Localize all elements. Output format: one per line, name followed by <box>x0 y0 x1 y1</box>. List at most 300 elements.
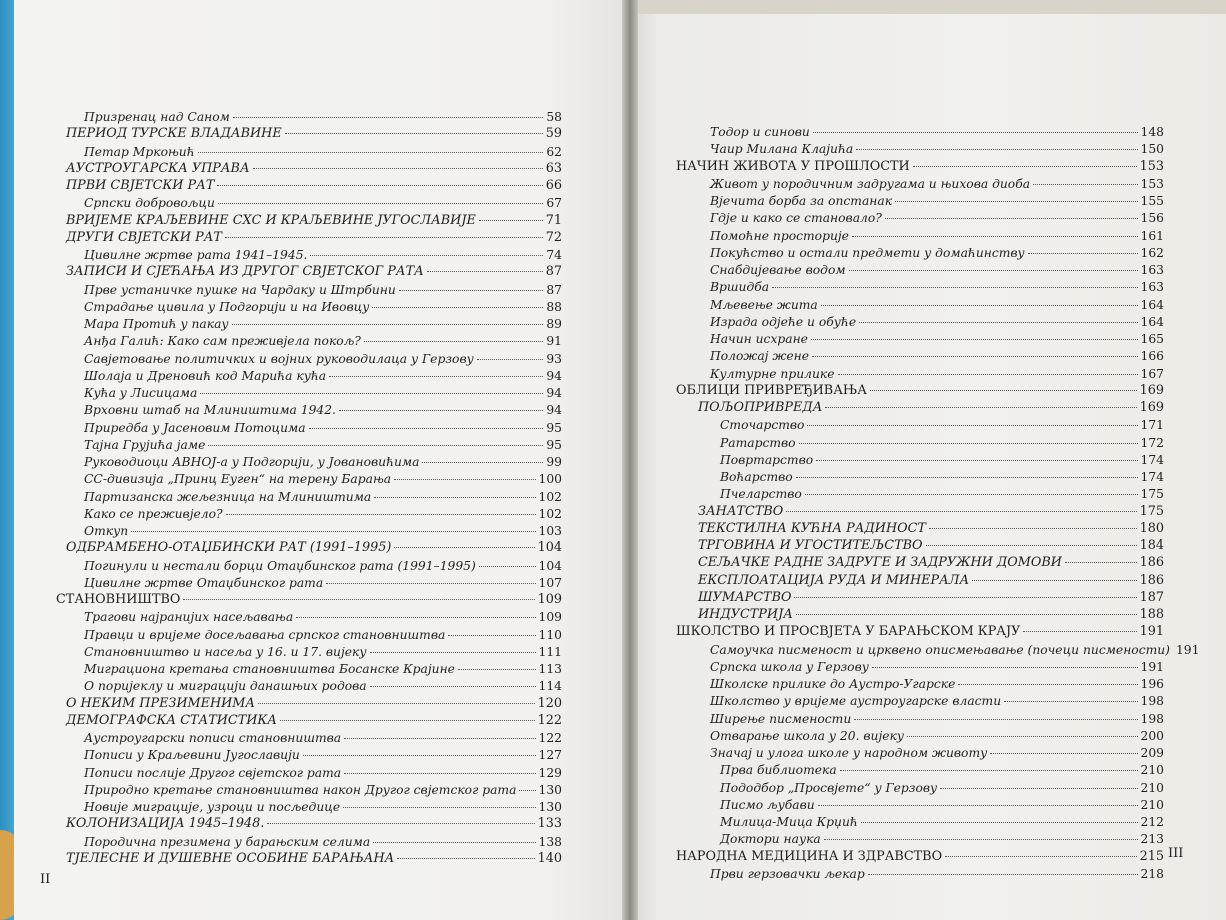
toc-leader-dots <box>477 359 544 360</box>
toc-page-number: 109 <box>537 592 562 607</box>
toc-entry-title: Српска школа у Герзову <box>710 659 869 674</box>
toc-entry <box>720 781 1164 795</box>
toc-leader-dots <box>309 428 544 429</box>
toc-page-number: 94 <box>546 403 562 418</box>
toc-page-number: 58 <box>546 110 562 124</box>
toc-page-number: 213 <box>1140 832 1164 847</box>
toc-page-number: 88 <box>546 299 562 314</box>
toc-entry-title: Партизанска жељезница на Млиништима <box>84 489 372 504</box>
toc-entry-title: Тајна Грујића јаме <box>84 437 206 452</box>
toc-entry <box>698 539 1164 553</box>
toc-entry <box>84 352 562 366</box>
toc-leader-dots <box>840 770 1138 771</box>
toc-page-number: 113 <box>538 662 562 676</box>
toc-entry <box>66 231 562 245</box>
toc-leader-dots <box>343 807 535 808</box>
toc-entry <box>84 472 562 486</box>
toc-entry <box>710 694 1164 708</box>
toc-entry <box>710 712 1164 726</box>
toc-leader-dots <box>258 703 534 704</box>
toc-page-number: 110 <box>538 627 562 642</box>
toc-entry-title: Доктори наука <box>720 832 821 847</box>
toc-leader-dots <box>370 686 536 687</box>
toc-page-number: 164 <box>1140 297 1164 312</box>
toc-entry-title: ОДБРАМБЕНО-ОТАЏБИНСКИ РАТ (1991–1995) <box>66 540 392 556</box>
toc-page-number: 200 <box>1140 728 1164 743</box>
toc-leader-dots <box>872 667 1138 668</box>
toc-page-number: 87 <box>546 282 562 297</box>
toc-entry <box>720 453 1164 467</box>
toc-page-number: 218 <box>1140 866 1164 881</box>
toc-leader-dots <box>929 528 1137 529</box>
toc-leader-dots <box>805 494 1138 495</box>
toc-leader-dots <box>1023 631 1136 632</box>
toc-entry-title: Пододбор „Просвјете“ у Герзову <box>720 780 938 795</box>
toc-leader-dots <box>218 203 543 204</box>
toc-leader-dots <box>344 738 535 739</box>
toc-leader-dots <box>208 445 543 446</box>
toc-entry-title: Правци и вријеме досељавања српског становништва <box>84 627 446 642</box>
toc-entry <box>710 349 1164 363</box>
toc-page-number: 100 <box>538 472 562 487</box>
toc-page-number: 175 <box>1139 503 1164 519</box>
toc-entry-title: ШКОЛСТВО И ПРОСВЈЕТА У БАРАЊСКОМ КРАЈУ <box>676 624 1021 640</box>
toc-entry-title: Повртарство <box>720 452 814 467</box>
toc-page-number: 210 <box>1140 797 1164 812</box>
toc-entry <box>84 455 562 469</box>
toc-page-number: 163 <box>1140 263 1164 277</box>
toc-page-number: 165 <box>1140 332 1164 346</box>
toc-entry-title: Шолаја и Дреновић код Марића кућа <box>84 368 327 383</box>
toc-entry-title: Трагови најранијих насељавања <box>84 610 294 625</box>
toc-entry-title: Ширење писмености <box>710 711 852 726</box>
toc-entry <box>698 505 1164 519</box>
toc-entry-title: ОБЛИЦИ ПРИВРЕЂИВАЊА <box>676 382 867 398</box>
toc-leader-dots <box>870 390 1137 391</box>
toc-leader-dots <box>397 858 534 859</box>
toc-entry <box>710 263 1164 277</box>
toc-page-number: 150 <box>1140 142 1164 157</box>
toc-entry-title: Откуп <box>84 524 129 538</box>
toc-leader-dots <box>370 652 536 653</box>
toc-entry <box>84 628 562 642</box>
toc-leader-dots <box>861 822 1138 823</box>
toc-page-number: 59 <box>545 126 562 142</box>
toc-leader-dots <box>217 185 542 186</box>
toc-page-number: 215 <box>1139 848 1164 864</box>
toc-entry-title: О НЕКИМ ПРЕЗИМЕНИМА <box>66 695 256 711</box>
toc-leader-dots <box>907 736 1137 737</box>
toc-leader-dots <box>285 133 543 134</box>
toc-page-number: 138 <box>538 834 562 849</box>
toc-leader-dots <box>849 270 1138 271</box>
toc-entry-title: Милица-Мица Крџић <box>720 815 858 829</box>
toc-leader-dots <box>868 874 1138 875</box>
toc-entry-title: Културне прилике <box>710 366 835 381</box>
toc-page-number: 91 <box>546 334 562 349</box>
toc-page-number: 102 <box>538 489 562 504</box>
toc-page-number: 95 <box>546 437 562 452</box>
toc-page-number: 129 <box>538 765 562 780</box>
toc-page-number: 171 <box>1140 418 1164 433</box>
toc-page-number: 103 <box>538 524 562 538</box>
toc-entry <box>710 229 1164 243</box>
toc-page-number: 172 <box>1140 435 1164 450</box>
toc-entry <box>84 438 562 452</box>
toc-entry-title: Призренац над Саном <box>84 110 230 124</box>
toc-entry <box>710 125 1164 139</box>
toc-entry <box>698 556 1164 570</box>
toc-page-number: 127 <box>538 748 562 763</box>
toc-page-number: 93 <box>546 351 562 366</box>
toc-entry <box>66 179 562 193</box>
toc-entry-title: Покућство и остали предмети у домаћинству <box>710 245 1025 260</box>
toc-page-number: 122 <box>537 712 562 728</box>
toc-page-number: 175 <box>1140 487 1164 502</box>
toc-leader-dots <box>374 497 535 498</box>
toc-entry-title: Тодор и синови <box>710 125 810 139</box>
toc-entry-title: ЕКСПЛОАТАЦИЈА РУДА И МИНЕРАЛА <box>698 572 970 588</box>
toc-entry <box>698 574 1164 588</box>
toc-leader-dots <box>458 669 536 670</box>
toc-page-number: 94 <box>546 386 562 400</box>
toc-entry-title: Врховни штаб на Млиништима 1942. <box>84 403 336 418</box>
toc-page-number: 122 <box>538 731 562 745</box>
toc-leader-dots <box>233 117 543 118</box>
toc-page-number: 210 <box>1140 780 1164 795</box>
toc-leader-dots <box>1065 562 1137 563</box>
toc-entry-title: Становништво и насеља у 16. и 17. вијеку <box>84 644 367 659</box>
toc-entry <box>720 815 1164 829</box>
toc-entry <box>676 160 1164 174</box>
toc-entry-title: Аустроугарски пописи становништва <box>84 731 342 745</box>
toc-page-number: 153 <box>1140 176 1164 191</box>
toc-entry-title: Кућа у Лисицама <box>84 386 198 400</box>
toc-page-number: 188 <box>1139 607 1164 622</box>
book-gutter <box>622 0 638 920</box>
toc-entry-title: Цивилне жртве рата 1941–1945. <box>84 248 308 262</box>
toc-page-number: 162 <box>1140 245 1164 260</box>
toc-entry-title: Школство у вријеме аустроугарске власти <box>710 694 1002 709</box>
toc-entry <box>720 763 1164 777</box>
toc-entry <box>710 280 1164 294</box>
toc-leader-dots <box>310 255 543 256</box>
toc-entry <box>710 746 1164 760</box>
toc-entry-title: Вршидба <box>710 280 770 295</box>
toc-entry-title: Вјечита борба за опстанак <box>710 194 893 208</box>
toc-entry <box>84 403 562 417</box>
toc-page-number: 186 <box>1139 555 1164 571</box>
toc-leader-dots <box>813 132 1138 133</box>
toc-page-number: 148 <box>1140 125 1164 139</box>
toc-page-number: 169 <box>1139 382 1164 398</box>
toc-entry-title: Школске прилике до Аустро-Угарске <box>710 677 956 691</box>
toc-entry-title: ШУМАРСТВО <box>698 589 792 605</box>
left-folio: II <box>40 872 51 887</box>
toc-page-number: 184 <box>1139 538 1164 553</box>
toc-entry <box>66 852 562 866</box>
toc-page-number: 198 <box>1140 694 1164 709</box>
right-page <box>628 14 1226 920</box>
toc-page-number: 71 <box>545 212 562 228</box>
toc-entry-title: ЗАНАТСТВО <box>698 503 784 519</box>
toc-page-number: 133 <box>537 816 562 832</box>
toc-entry-title: Чаир Милана Клајића <box>710 142 854 157</box>
toc-entry <box>676 850 1164 864</box>
toc-leader-dots <box>344 773 535 774</box>
toc-entry <box>66 127 562 141</box>
toc-entry <box>84 421 562 435</box>
toc-leader-dots <box>940 788 1137 789</box>
toc-leader-dots <box>372 307 543 308</box>
toc-page-number: 89 <box>546 317 562 331</box>
toc-entry <box>720 798 1164 812</box>
toc-leader-dots <box>913 166 1137 167</box>
toc-leader-dots <box>958 684 1137 685</box>
left-page <box>14 0 634 920</box>
toc-leader-dots <box>296 617 535 618</box>
toc-entry-title: Начин исхране <box>710 332 808 346</box>
toc-entry <box>698 608 1164 622</box>
toc-entry <box>84 317 562 331</box>
toc-entry-title: Први герзовачки љекар <box>710 866 865 881</box>
toc-leader-dots <box>807 425 1137 426</box>
toc-entry <box>710 660 1164 674</box>
toc-entry-title: ЗАПИСИ И СЈЕЋАЊА ИЗ ДРУГОГ СВЈЕТСКОГ РАТА <box>66 264 424 280</box>
toc-page-number: 209 <box>1140 746 1164 760</box>
toc-page-number: 67 <box>546 196 562 211</box>
toc-page-number: 174 <box>1140 452 1164 467</box>
toc-leader-dots <box>339 410 543 411</box>
toc-entry-title: ДРУГИ СВЈЕТСКИ РАТ <box>66 229 222 245</box>
toc-leader-dots <box>799 443 1138 444</box>
toc-leader-dots <box>399 290 544 291</box>
toc-leader-dots <box>811 339 1138 340</box>
toc-leader-dots <box>854 719 1137 720</box>
toc-entry <box>66 817 562 831</box>
toc-page-number: 94 <box>546 368 562 383</box>
toc-entry-title: Ратарство <box>720 435 796 450</box>
toc-page-number: 191 <box>1140 659 1164 674</box>
toc-entry <box>710 298 1164 312</box>
toc-entry <box>84 386 562 400</box>
toc-entry <box>84 283 562 297</box>
toc-entry-title: КОЛОНИЗАЦИЈА 1945–1948. <box>66 816 265 832</box>
toc-leader-dots <box>364 341 543 342</box>
toc-leader-dots <box>990 753 1137 754</box>
toc-entry <box>66 541 562 555</box>
toc-leader-dots <box>945 856 1137 857</box>
toc-entry-title: Новије миграције, узроци и посљедице <box>84 800 341 814</box>
toc-entry-title: Руководиоци АВНОЈ-а у Подгорији, у Јовановићима <box>84 455 420 469</box>
toc-entry <box>84 576 562 590</box>
toc-leader-dots <box>895 201 1137 202</box>
toc-entry-title: Мара Протић у пакау <box>84 317 229 331</box>
left-toc <box>14 0 634 920</box>
toc-leader-dots <box>519 790 535 791</box>
toc-entry <box>66 265 562 279</box>
toc-entry <box>84 196 562 210</box>
toc-leader-dots <box>232 324 544 325</box>
toc-entry-title: Пописи послије Другог свјетског рата <box>84 765 342 780</box>
toc-entry-title: Пчеларство <box>720 487 802 502</box>
toc-entry-title: НАЧИН ЖИВОТА У ПРОШЛОСТИ <box>676 158 910 174</box>
toc-page-number: 109 <box>538 610 562 625</box>
toc-page-number: 99 <box>546 455 562 469</box>
toc-leader-dots <box>373 842 535 843</box>
toc-entry <box>710 246 1164 260</box>
toc-entry <box>710 177 1164 191</box>
toc-page-number: 66 <box>545 178 562 193</box>
toc-leader-dots <box>131 531 535 532</box>
toc-entry <box>710 315 1164 329</box>
right-toc <box>628 14 1226 920</box>
toc-entry-title: Сточарство <box>720 418 805 433</box>
toc-page-number: 180 <box>1139 520 1164 536</box>
toc-leader-dots <box>1004 701 1137 702</box>
toc-entry-title: Миграциона кретања становништва Босанске Крајине <box>84 662 455 676</box>
toc-leader-dots <box>796 477 1138 478</box>
toc-page-number: 198 <box>1140 711 1164 726</box>
toc-page-number: 167 <box>1140 366 1164 381</box>
toc-entry <box>676 384 1164 398</box>
toc-entry <box>84 766 562 780</box>
toc-entry-title: Страдање цивила у Подгорији и на Ивовцу <box>84 299 370 314</box>
toc-page-number: 155 <box>1140 194 1164 208</box>
toc-entry-title: Прва библиотека <box>720 763 837 778</box>
toc-page-number: 174 <box>1140 470 1164 484</box>
toc-entry-title: Породична презимена у барањским селима <box>84 834 371 849</box>
toc-entry <box>698 522 1164 536</box>
toc-leader-dots <box>267 823 534 824</box>
toc-entry-title: ИНДУСТРИЈА <box>698 607 793 622</box>
toc-entry-title: ТРГОВИНА И УГОСТИТЕЉСТВО <box>698 538 923 553</box>
toc-leader-dots <box>825 407 1136 408</box>
toc-page-number: 63 <box>545 160 562 176</box>
right-folio: III <box>1168 846 1184 861</box>
toc-entry <box>710 642 1200 657</box>
toc-entry <box>84 679 562 693</box>
toc-entry <box>710 867 1164 881</box>
toc-leader-dots <box>448 635 535 636</box>
toc-page-number: 196 <box>1140 677 1164 691</box>
toc-entry <box>84 800 562 814</box>
toc-leader-dots <box>824 839 1138 840</box>
toc-entry <box>84 645 562 659</box>
toc-page-number: 156 <box>1140 211 1164 226</box>
toc-entry <box>710 729 1164 743</box>
toc-entry <box>84 748 562 762</box>
toc-leader-dots <box>818 805 1138 806</box>
toc-entry <box>84 334 562 348</box>
toc-entry <box>84 145 562 159</box>
toc-entry-title: Мљевење жита <box>710 297 818 312</box>
toc-leader-dots <box>200 393 543 394</box>
toc-page-number: 187 <box>1139 589 1164 605</box>
toc-entry <box>84 835 562 849</box>
toc-page-number: 95 <box>546 420 562 435</box>
toc-entry <box>66 714 562 728</box>
toc-leader-dots <box>786 511 1136 512</box>
toc-entry-title: НАРОДНА МЕДИЦИНА И ЗДРАВСТВО <box>676 848 943 864</box>
toc-entry-title: Гдје и како се становало? <box>710 211 882 226</box>
toc-page-number: 107 <box>538 575 562 590</box>
toc-entry <box>720 832 1164 846</box>
toc-entry <box>56 593 562 607</box>
toc-leader-dots <box>394 547 534 548</box>
toc-leader-dots <box>794 597 1136 598</box>
toc-page-number: 191 <box>1139 624 1164 640</box>
toc-entry <box>84 783 562 797</box>
toc-leader-dots <box>183 599 534 600</box>
toc-entry <box>720 418 1164 432</box>
toc-entry-title: Прве устаничке пушке на Чардаку и Штрбини <box>84 282 396 297</box>
toc-page-number: 212 <box>1140 815 1164 829</box>
toc-leader-dots <box>885 218 1138 219</box>
toc-leader-dots <box>280 720 535 721</box>
toc-entry-title: Помоћне просторије <box>710 228 849 243</box>
toc-entry <box>698 591 1164 605</box>
toc-entry-title: Савјетовање политичких и војних руководилаца у Герзову <box>84 351 474 366</box>
toc-entry-title: Анђа Галић: Како сам преживјела покољ? <box>84 334 361 349</box>
toc-entry <box>66 697 562 711</box>
toc-page-number: 169 <box>1139 400 1164 415</box>
toc-entry <box>84 610 562 624</box>
toc-leader-dots <box>856 149 1137 150</box>
toc-leader-dots <box>225 237 543 238</box>
toc-entry <box>698 401 1164 415</box>
toc-entry-title: СЕЉАЧКЕ РАДНЕ ЗАДРУГЕ И ЗАДРУЖНИ ДОМОВИ <box>698 555 1062 571</box>
toc-entry-title: Израда одјеће и обуће <box>710 314 857 329</box>
toc-page-number: 114 <box>538 679 562 694</box>
toc-entry-title: Како се преживјело? <box>84 506 223 521</box>
toc-entry <box>84 300 562 314</box>
toc-entry-title: ПОЉОПРИВРЕДА <box>698 400 823 415</box>
toc-page-number: 153 <box>1139 158 1164 174</box>
toc-leader-dots <box>394 479 535 480</box>
toc-entry-title: АУСТРОУГАРСКА УПРАВА <box>66 160 250 176</box>
toc-entry <box>676 625 1164 639</box>
toc-leader-dots <box>326 583 535 584</box>
toc-entry <box>720 470 1164 484</box>
toc-entry-title: СС-дивизија „Принц Еуген“ на терену Барања <box>84 472 392 487</box>
toc-leader-dots <box>427 271 543 272</box>
toc-leader-dots <box>303 755 536 756</box>
toc-entry-title: Писмо љубави <box>720 797 815 812</box>
toc-entry-title: Српски добровољци <box>84 196 215 211</box>
toc-leader-dots <box>1028 253 1138 254</box>
toc-leader-dots <box>812 356 1137 357</box>
toc-entry-title: ПРВИ СВЈЕТСКИ РАТ <box>66 178 215 193</box>
toc-leader-dots <box>821 305 1138 306</box>
toc-entry-title: Самоучка писменост и црквено описмењавање (почеци писмености) <box>710 642 1170 657</box>
toc-entry <box>84 490 562 504</box>
toc-entry-title: Приредба у Јасеновим Потоцима <box>84 420 306 435</box>
toc-entry <box>720 436 1164 450</box>
toc-page-number: 130 <box>538 800 562 814</box>
toc-entry-title: Живот у породичним задругама и њихова диоба <box>710 176 1031 191</box>
toc-leader-dots <box>972 580 1136 581</box>
toc-leader-dots <box>816 460 1137 461</box>
toc-entry <box>84 507 562 521</box>
toc-leader-dots <box>422 462 543 463</box>
toc-entry-title: Пописи у Краљевини Југославији <box>84 748 300 763</box>
toc-entry <box>84 559 562 573</box>
toc-leader-dots <box>852 236 1138 237</box>
toc-page-number: 74 <box>546 248 562 262</box>
toc-page-number: 161 <box>1140 228 1164 243</box>
toc-entry <box>84 662 562 676</box>
